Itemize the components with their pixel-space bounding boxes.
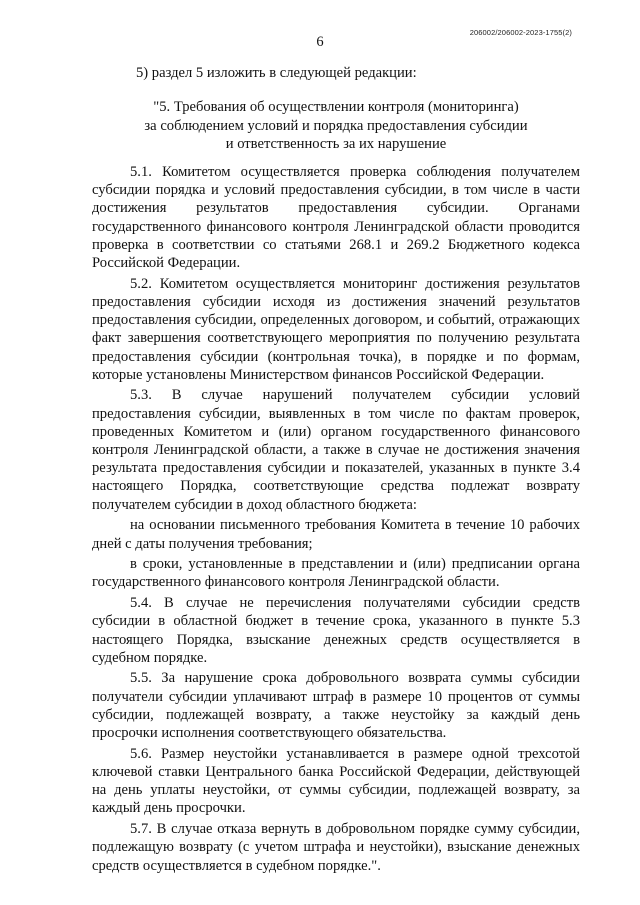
- section-heading-line-1: "5. Требования об осуществлении контроля (мониторинга): [153, 99, 519, 115]
- paragraph-5-7: 5.7. В случае отказа вернуть в добровольном порядке сумму субсидии, подлежащую возврату (с учетом штрафа и неустойки), взыскание денежных средств осуществляется в судебном порядке.".: [92, 821, 580, 874]
- section-heading: [92, 98, 580, 154]
- section-heading-line-3: и ответственность за их нарушение: [225, 136, 447, 152]
- paragraph-5-5: 5.5. За нарушение срока добровольного возврата суммы субсидии получатели субсидии уплачивают штраф в размере 10 процентов от суммы субсидии, подлежащей возврату, а также неустойку за каждый день просрочки исполнения соответствующего обязательства.: [92, 670, 580, 742]
- document-id: 206002/206002-2023-1755(2): [469, 28, 572, 37]
- page-number: 6: [316, 34, 324, 50]
- amendment-intro: 5) раздел 5 изложить в следующей редакции:: [136, 65, 417, 81]
- paragraph-5-3-item-1: на основании письменного требования Комитета в течение 10 рабочих дней с даты получения требования;: [92, 517, 580, 552]
- paragraph-5-2: 5.2. Комитетом осуществляется мониторинг достижения результатов предоставления субсидии исходя из достижения значений результатов предоставления субсидии, определенных договором, и событий, отражающих факт завершения соответствующего мероприятия по получению результата предоставления субсидии (контрольная точка), в порядке и по формам, которые установлены Министерством финансов Российской Федерации.: [92, 275, 580, 383]
- paragraph-5-3: 5.3. В случае нарушений получателем субсидии условий предоставления субсидии, выявленных в том числе по фактам проверок, проведенных Комитетом и (или) органом государственного финансового контроля Ленинградской области, а также в случае не достижения значения результата предоставления субсидии и показателей, указанных в пункте 3.4 настоящего Порядка, соответствующие средства подлежат возврату получателем субсидии в доход областного бюджета:: [92, 387, 580, 513]
- section-heading-line-2: за соблюдением условий и порядка предоставления субсидии: [144, 117, 528, 134]
- paragraph-5-3-item-2: в сроки, установленные в представлении и (или) предписании органа государственного финансового контроля Ленинградской области.: [92, 556, 580, 591]
- paragraph-5-1: 5.1. Комитетом осуществляется проверка соблюдения получателем субсидии порядка и условий предоставления субсидии, в том числе в части достижения результатов предоставления субсидии. Органами государственного финансового контроля Ленинградской области проводится проверка в соответствии со статьями 268.1 и 269.2 Бюджетного кодекса Российской Федерации.: [92, 164, 580, 272]
- paragraph-5-6: 5.6. Размер неустойки устанавливается в размере одной трехсотой ключевой ставки Центрального банка Российской Федерации, действующей на день уплаты неустойки, от суммы субсидии, подлежащей возврату, за каждый день просрочки.: [92, 745, 580, 817]
- paragraph-5-4: 5.4. В случае не перечисления получателями субсидии средств субсидии в областной бюджет в течение срока, указанного в пункте 5.3 настоящего Порядка, взыскание денежных средств осуществляется в судебном порядке.: [92, 595, 580, 666]
- section-body: [92, 163, 580, 875]
